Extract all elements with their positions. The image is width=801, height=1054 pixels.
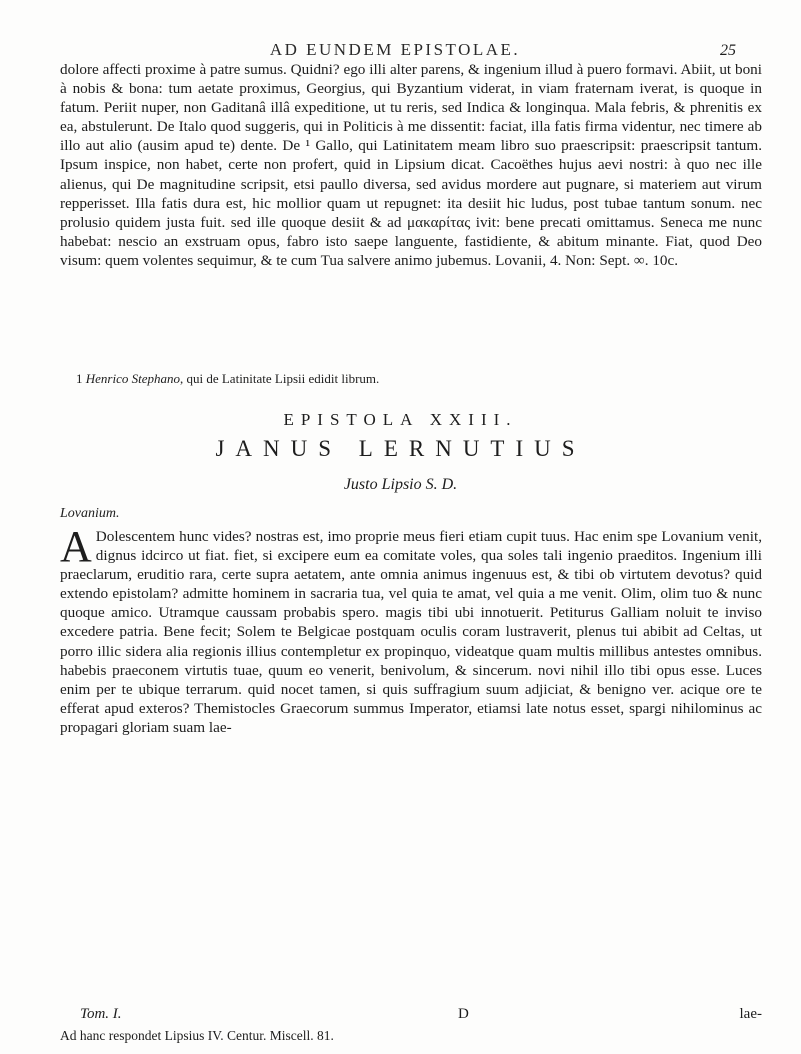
letter-text: Dolescentem hunc vides? nostras est, imo proprie meus fieri etiam cupit tuus. Hac enim spe Lovanium venit, dignus idcirco ut fiat. fiet, si excipere eum ea comitate voles, qua soles tali ingenio praeditos. Ingenium illi praeclarum, eruditio rara, certe supra aetatem, ante omnia animus ingenuus est, & tibi ob virtutem devotus? quid extendo epistolam? admitte hominem in sacraria tua, vel quia te amat, vel quia a me venit. Olim, olim tuo & nunc quoque amico. Utramque caussam probabis spero. magis tibi ubi innotuerit. Petiturus Galliam noluit te inviso excedere patria. Bene fecit; Solem te Belgicae postquam oculis coram lustraverit, plenus tui abibit ad Celtas, ut porro illic sidera alia regionis illius contempletur ex propinquo, videatque quam multis millibus antestes omnibus. habebis praeconem virtutis tuae, quum eo venerit, benivolum, & sincerum. novi nihil illo tibi opus esse. Luces enim per te ubique terrarum. quid nocet tamen, si quis suffragium suum adjiciat, & benigno ver. acique ore te efferat apud exteros? Themistocles Graecorum summus Imperator, etiamsi late notus esset, spargi nihilominus ac propagari gloriam suam lae- <box>60 528 762 736</box>
previous-letter-text <box>60 60 762 270</box>
letter-body <box>60 522 762 737</box>
catchword: lae- <box>739 1006 762 1022</box>
footnote <box>76 371 756 387</box>
letter-recipient: Justo Lipsio S. D. <box>343 476 458 493</box>
epistola-heading: EPISTOLA XXIII. <box>283 410 518 429</box>
previous-letter-paragraph: dolore affecti proxime à patre sumus. Quidni? ego illi alter parens, & ingenium illud à puero formavi. Abiit, ut boni à nobis & bona: tum aetate proximus, Georgius, qui Byzantium viderat, in viam fraternam iverat, is quoque in fatum. Periit nuper, non Gaditanâ illâ expeditione, ut tu reris, sed Indica & longinqua. Mala febris, & phrenitis ex ea, abstulerunt. De Italo quod suggeris, qui in Politicis à me dissentit: faciat, illa fatis firma videntur, nec timere ab illo aut alio (ausim apud te) dente. De ¹ Gallo, qui Latinitatem meam libro suo praescripsit: praescripsit tantum. Ipsum inspice, non habet, certe non profert, quid in Lipsium dicat. Cacoëthes hujus aevi nostri: à quo nec ille alienus, qui De magnitudine scripsit, etsi paullo diversa, sed avidus mordere aut pugnare, si materiem aut virum repperisset. Illa fatis dura est, hic mollior quam ut repugnet: ita desiit hic ludus, post tubae tantum sonum. nec prolusio quidem justa fuit. sed ille quoque desiit & ad μακαρίτας ivit: bene precati omittamus. Seneca me nunc habebat: nescio an exstruam opus, fabro isto saepe languente, fastidiente, & abitum minante. Fiat, quod Deo visum: quem volentes sequimur, & te cum Tua salvere animo jubemus. Lovanii, 4. Non: Sept. ∞. 10c. <box>60 61 762 269</box>
footnote-marker: 1 <box>76 371 83 386</box>
signature-mark: D <box>458 1006 469 1022</box>
letter-place: Lovanium. <box>60 506 120 521</box>
running-title: AD EUNDEM EPISTOLAE. <box>269 40 521 59</box>
page-footer <box>60 1006 762 1026</box>
footnote-text: , qui de Latinitate Lipsii edidit librum. <box>179 371 380 386</box>
reply-reference: Ad hanc respondet Lipsius IV. Centur. Miscell. 81. <box>60 1028 334 1043</box>
letter-paragraph <box>60 522 762 737</box>
drop-cap: A <box>60 522 92 571</box>
letter-author: JANUS LERNUTIUS <box>215 436 586 461</box>
page-number: 25 <box>720 42 736 59</box>
footnote-name: Henrico Stephano <box>85 371 180 386</box>
volume-label: Tom. I. <box>80 1006 122 1022</box>
